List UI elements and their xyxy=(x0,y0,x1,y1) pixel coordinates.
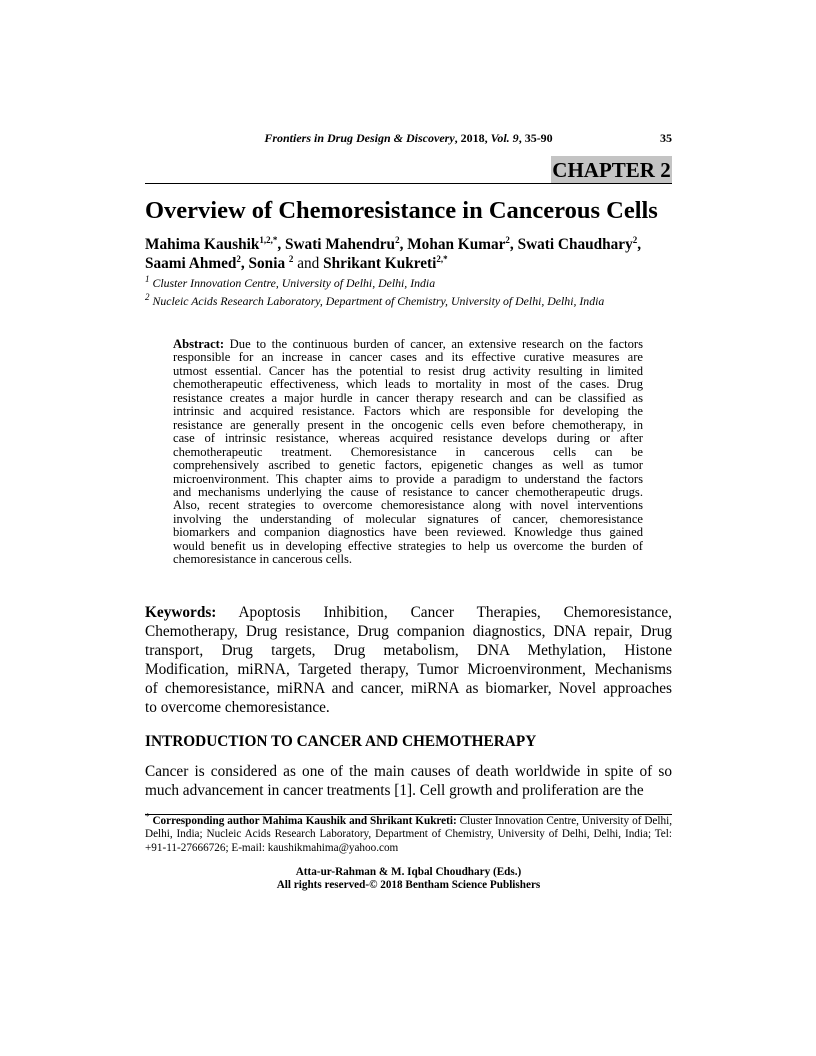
author-name: Swati Chaudhary xyxy=(517,236,633,253)
author-separator: , xyxy=(509,236,518,253)
text-line: and mechanisms underlying the cause of resistance to cancer chemotherapeutic drugs. xyxy=(173,484,643,499)
affiliation-sup: 1 xyxy=(145,274,150,285)
author-name: Swati Mahendru xyxy=(285,236,396,253)
footnote-marker: * xyxy=(145,811,150,822)
text-line: Cancer is considered as one of the main causes of death worldwide in spite of so xyxy=(145,763,672,780)
editors: Atta-ur-Rahman & M. Iqbal Choudhary (Eds.) xyxy=(295,866,522,878)
journal-citation xyxy=(145,131,672,146)
text-line: responsible for an increase in cancer cases and its effective curative measures are xyxy=(173,350,643,365)
text-line: Abstract: Due to the continuous burden of cancer, an extensive research on the factors xyxy=(173,337,643,351)
keywords-label: Keywords: xyxy=(145,604,217,621)
chapter-label: CHAPTER 2 xyxy=(552,158,671,182)
abstract-label: Abstract: xyxy=(173,337,225,351)
author-list xyxy=(145,236,672,273)
author-name: Saami Ahmed xyxy=(145,254,237,272)
text-line: biomarkers and companion diagnostics have been reviewed. Knowledge thus gained xyxy=(173,525,643,540)
author-sup: 2 xyxy=(236,253,241,264)
text-line: of chemoresistance, miRNA and cancer, miRNA as biomarker, Novel approaches xyxy=(145,680,672,697)
author-name: Shrikant Kukreti xyxy=(323,254,437,272)
text-line: case of intrinsic resistance, whereas acquired resistance develops during or after xyxy=(173,431,643,446)
text-line: intrinsic and acquired resistance. Factors which are responsible for developing the xyxy=(173,404,643,419)
text-line: * Corresponding author Mahima Kaushik and Shrikant Kukreti: Cluster Innovation Centre, University of Delhi, xyxy=(145,811,672,827)
keywords xyxy=(145,603,672,717)
author-name: Mohan Kumar xyxy=(407,236,506,253)
text-line: much advancement in cancer treatments [1]. Cell growth and proliferation are the xyxy=(145,782,644,799)
author-name: Mahima Kaushik xyxy=(145,236,260,253)
text-line: chemoresistance in cancerous cells. xyxy=(173,552,353,567)
author-sup: 2,* xyxy=(436,253,448,264)
section-heading: INTRODUCTION TO CANCER AND CHEMOTHERAPY xyxy=(145,733,537,750)
author-separator: , xyxy=(277,236,285,253)
text-line: to overcome chemoresistance. xyxy=(145,699,330,716)
page-number: 35 xyxy=(660,131,672,145)
journal-volume: Vol. 9 xyxy=(490,131,519,145)
text-line: chemotherapeutic effectiveness, which leads to mortality in most of the cases. Drug xyxy=(173,377,643,392)
divider xyxy=(145,183,672,184)
affiliation-text: Cluster Innovation Centre, University of Delhi, Delhi, India xyxy=(149,276,436,290)
text-line: chemotherapeutic treatment. Chemoresistance in cancerous cells can be xyxy=(173,444,643,459)
author-separator: and xyxy=(293,254,324,272)
journal-name: Frontiers in Drug Design & Discovery xyxy=(264,131,455,145)
text-line: +91-11-27666726; E-mail: kaushikmahima@yahoo.com xyxy=(145,841,399,854)
author-sup: 2 xyxy=(632,234,638,245)
author-sup: 2 xyxy=(395,234,400,245)
text-line: Keywords: Apoptosis Inhibition, Cancer Therapies, Chemoresistance, xyxy=(145,604,672,621)
text-line: resistance creates a major hurdle in cancer therapy research and can be classified as xyxy=(173,390,643,405)
abstract xyxy=(173,338,643,567)
chapter-title: Overview of Chemoresistance in Cancerous Cells xyxy=(145,197,658,224)
author-separator: , xyxy=(637,236,642,253)
author-sup: 2 xyxy=(288,253,294,264)
author-sup: 2 xyxy=(505,234,510,245)
text-line: involving the understanding of molecular signatures of cancer, chemoresistance xyxy=(173,511,643,526)
text-line: microenvironment. This chapter aims to provide a paradigm to understand the factors xyxy=(173,471,643,486)
publisher-info xyxy=(145,866,672,893)
text-line: Chemotherapy, Drug resistance, Drug companion diagnostics, DNA repair, Drug xyxy=(145,623,672,640)
text-line: utmost essential. Cancer has the potential to resist drug activity resulting in limited xyxy=(173,363,643,378)
affiliation-2 xyxy=(145,294,604,309)
corresponding-author-label: Corresponding author Mahima Kaushik and Shrikant Kukreti: xyxy=(149,815,457,827)
journal-year: , 2018, xyxy=(454,131,491,145)
affiliation-sup: 2 xyxy=(145,292,150,303)
text-line: resistance are generally present in the oncogenic cells even before chemotherapy, in xyxy=(173,417,643,432)
author-sup: 1,2,* xyxy=(259,234,278,245)
text-line: Modification, miRNA, Targeted therapy, Tumor Microenvironment, Mechanisms xyxy=(145,661,672,678)
intro-paragraph xyxy=(145,762,672,800)
copyright: All rights reserved-© 2018 Bentham Science Publishers xyxy=(276,879,541,892)
text-line: Also, recent strategies to overcome chemoresistance along with novel interventions xyxy=(173,498,643,513)
author-separator: , xyxy=(399,236,408,253)
text-line: would benefit us in developing effective strategies to help us overcome the burden of xyxy=(173,538,643,553)
affiliation-1 xyxy=(145,276,435,291)
text-line: comprehensively ascribed to genetic factors, epigenetic changes as well as tumor xyxy=(173,458,643,473)
footnote xyxy=(145,811,672,855)
text-line: Delhi, India; Nucleic Acids Research Laboratory, Department of Chemistry, University of Delhi, Delhi, India; Tel: xyxy=(145,828,672,841)
author-name: Sonia xyxy=(248,254,289,272)
affiliation-text: Nucleic Acids Research Laboratory, Department of Chemistry, University of Delhi, Delhi, India xyxy=(149,294,605,308)
author-separator: , xyxy=(240,254,249,272)
journal-pages: , 35-90 xyxy=(518,131,553,145)
text-line: transport, Drug targets, Drug metabolism, DNA Methylation, Histone xyxy=(145,642,672,659)
